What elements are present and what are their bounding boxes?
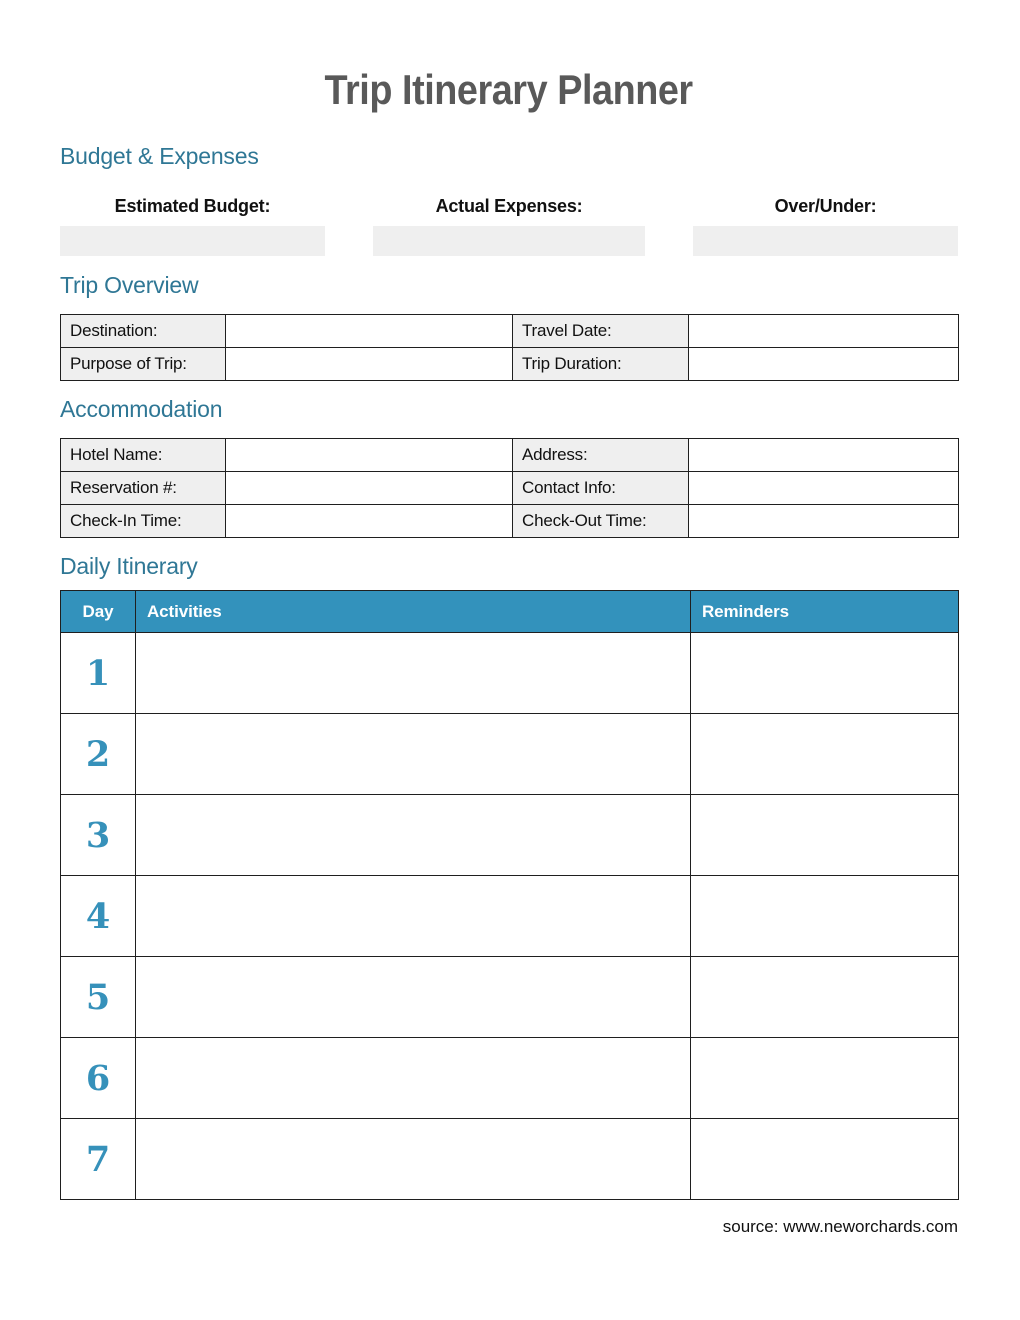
purpose-of-trip-label: Purpose of Trip: xyxy=(61,347,226,380)
table-row xyxy=(61,438,959,471)
reminders-cell-day-7[interactable] xyxy=(691,1119,959,1200)
actual-expenses-label: Actual Expenses: xyxy=(435,196,583,217)
check-out-time-input[interactable] xyxy=(689,504,959,537)
activities-cell-day-7[interactable] xyxy=(136,1119,691,1200)
activities-cell-day-3[interactable] xyxy=(136,795,691,876)
contact-info-input[interactable] xyxy=(689,471,959,504)
reminders-cell-day-3[interactable] xyxy=(691,795,959,876)
trip-overview-table xyxy=(60,314,959,381)
itinerary-header-row xyxy=(61,591,959,633)
day-number-5: 5 xyxy=(61,957,136,1038)
section-heading-daily-itinerary: Daily Itinerary xyxy=(60,552,198,579)
section-heading-accommodation: Accommodation xyxy=(60,395,223,422)
estimated-budget-input[interactable] xyxy=(60,226,325,256)
activities-cell-day-4[interactable] xyxy=(136,876,691,957)
accommodation-table xyxy=(60,438,959,538)
trip-duration-input[interactable] xyxy=(689,347,959,380)
column-header-reminders: Reminders xyxy=(691,591,959,633)
address-input[interactable] xyxy=(689,438,959,471)
address-label: Address: xyxy=(513,438,689,471)
page-title xyxy=(60,66,958,114)
daily-itinerary-table xyxy=(60,590,959,1200)
contact-info-label: Contact Info: xyxy=(513,471,689,504)
check-out-time-label: Check-Out Time: xyxy=(513,504,689,537)
itinerary-row-day-5 xyxy=(61,957,959,1038)
itinerary-row-day-1 xyxy=(61,633,959,714)
hotel-name-label: Hotel Name: xyxy=(61,438,226,471)
activities-cell-day-2[interactable] xyxy=(136,714,691,795)
reservation-number-label: Reservation #: xyxy=(61,471,226,504)
day-number-7: 7 xyxy=(61,1119,136,1200)
actual-expenses-input[interactable] xyxy=(373,226,644,256)
column-header-activities: Activities xyxy=(136,591,691,633)
reminders-cell-day-2[interactable] xyxy=(691,714,959,795)
day-number-3: 3 xyxy=(61,795,136,876)
reservation-number-input[interactable] xyxy=(226,471,513,504)
reminders-cell-day-6[interactable] xyxy=(691,1038,959,1119)
budget-field-actual xyxy=(373,196,644,256)
trip-duration-label: Trip Duration: xyxy=(513,347,689,380)
over-under-label: Over/Under: xyxy=(774,196,877,217)
itinerary-row-day-7 xyxy=(61,1119,959,1200)
page-title-text: Trip Itinerary Planner xyxy=(324,66,694,113)
purpose-of-trip-input[interactable] xyxy=(226,347,513,380)
itinerary-row-day-6 xyxy=(61,1038,959,1119)
day-number-1: 1 xyxy=(61,633,136,714)
table-row xyxy=(61,314,959,347)
source-attribution: source: www.neworchards.com xyxy=(722,1217,958,1237)
itinerary-row-day-4 xyxy=(61,876,959,957)
table-row xyxy=(61,471,959,504)
travel-date-label: Travel Date: xyxy=(513,314,689,347)
activities-cell-day-5[interactable] xyxy=(136,957,691,1038)
section-heading-trip-overview: Trip Overview xyxy=(60,272,199,299)
day-number-2: 2 xyxy=(61,714,136,795)
over-under-input[interactable] xyxy=(693,226,958,256)
destination-input[interactable] xyxy=(226,314,513,347)
itinerary-row-day-3 xyxy=(61,795,959,876)
estimated-budget-label: Estimated Budget: xyxy=(114,196,271,217)
check-in-time-input[interactable] xyxy=(226,504,513,537)
section-heading-budget: Budget & Expenses xyxy=(60,143,259,170)
activities-cell-day-1[interactable] xyxy=(136,633,691,714)
destination-label: Destination: xyxy=(61,314,226,347)
table-row xyxy=(61,504,959,537)
activities-cell-day-6[interactable] xyxy=(136,1038,691,1119)
day-number-6: 6 xyxy=(61,1038,136,1119)
budget-field-estimated xyxy=(60,196,325,256)
itinerary-row-day-2 xyxy=(61,714,959,795)
budget-fields-row xyxy=(60,196,958,256)
day-number-4: 4 xyxy=(61,876,136,957)
reminders-cell-day-4[interactable] xyxy=(691,876,959,957)
check-in-time-label: Check-In Time: xyxy=(61,504,226,537)
hotel-name-input[interactable] xyxy=(226,438,513,471)
reminders-cell-day-5[interactable] xyxy=(691,957,959,1038)
column-header-day: Day xyxy=(61,591,136,633)
table-row xyxy=(61,347,959,380)
budget-field-over-under xyxy=(693,196,958,256)
travel-date-input[interactable] xyxy=(689,314,959,347)
reminders-cell-day-1[interactable] xyxy=(691,633,959,714)
